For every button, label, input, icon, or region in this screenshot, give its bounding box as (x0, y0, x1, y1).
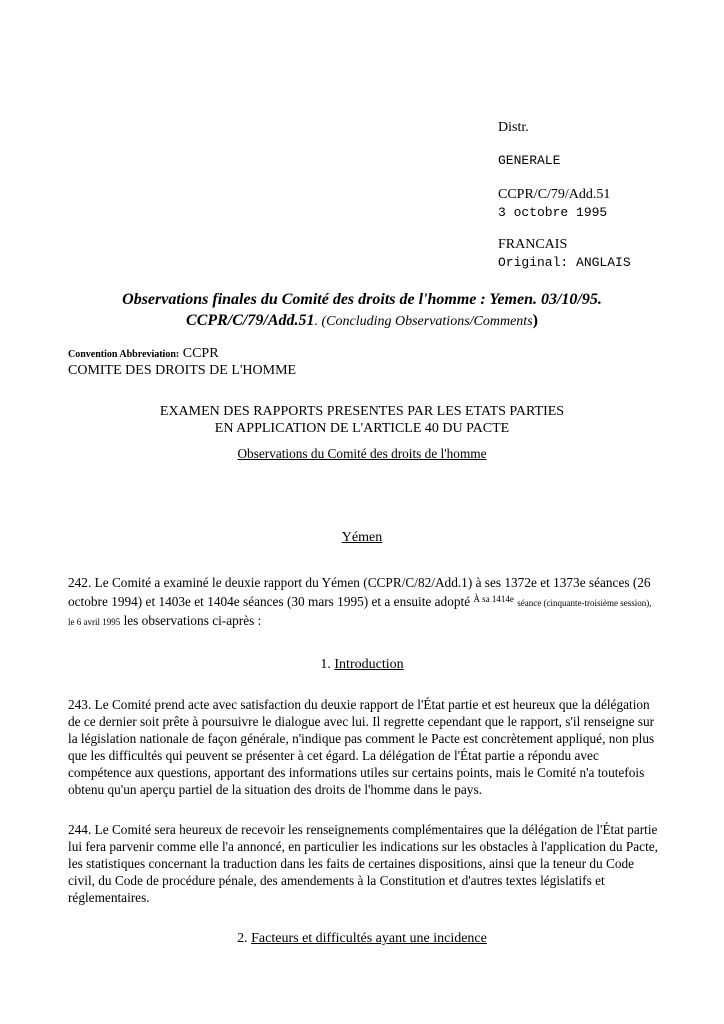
p242-small-text: séance (cinquante-troisième session), le 6 avril 1995 (68, 598, 652, 627)
committee-name: COMITE DES DROITS DE L'HOMME (68, 363, 297, 378)
section-heading (0, 403, 724, 437)
distr-label: Distr. (498, 120, 529, 135)
header-distr (498, 119, 529, 137)
convention-label: Convention Abbreviation: (68, 349, 180, 360)
header-generale (498, 152, 560, 170)
heading-1-number: 1. (320, 657, 335, 672)
heading-2-number: 2. (237, 931, 252, 946)
header-symbol-date (498, 186, 610, 222)
country-heading-wrap (0, 529, 724, 546)
distribution-value: GENERALE (498, 153, 561, 168)
section-subtitle-wrap (0, 445, 724, 462)
country-heading: Yémen (341, 530, 383, 545)
paragraph-243: 243. Le Comité prend acte avec satisfaction du deuxie rapport de l'État partie et est heureux que la délégation de ce dernier soit prête à poursuivre le dialogue avec lui. Il regrette cependant que le rapport, s'il renseigne sur la législation nationale de façon générale, n'indique pas comment le Pacte est concrètement appliqué, non plus que les difficultés qui peuvent se présenter à cet égard. La délégation de l'État partie a répondu avec compétence aux questions, apportant des informations utiles sur certains points, mais le Comité n'a toutefois obtenu qu'un aperçu partiel de la situation des droits de l'homme dans le pays. (68, 697, 655, 797)
convention-block (68, 346, 296, 379)
language-label: FRANCAIS (498, 237, 568, 252)
heading-2-title: Facteurs et difficultés ayant une incidence (251, 931, 487, 946)
title-line-1: Observations finales du Comité des droits de l'homme : Yemen. 03/10/95. (122, 291, 602, 308)
section-subtitle: Observations du Comité des droits de l'homme (237, 446, 487, 461)
section-line-2: EN APPLICATION DE L'ARTICLE 40 DU PACTE (214, 421, 510, 436)
section-line-1: EXAMEN DES RAPPORTS PRESENTES PAR LES ETATS PARTIES (159, 404, 565, 419)
paragraph-244: 244. Le Comité sera heureux de recevoir les renseignements complémentaires que la délégation de l'État partie lui fera parvenir comme elle l'a annoncé, en particulier les indications sur les obstacles à l'application du Pacte, les statistiques concernant la traduction dans les faits de certaines dispositions, ainsi que la teneur du Code civil, du Code de procédure pénale, des amendements à la Constitution et d'autres textes législatifs et réglementaires. (68, 822, 659, 905)
title-symbol: CCPR/C/79/Add.51 (186, 312, 315, 329)
convention-value: CCPR (182, 346, 219, 361)
convention-line (68, 346, 296, 363)
original-language: Original: ANGLAIS (498, 255, 631, 270)
p242-superscript: À sa 1414e (473, 594, 514, 604)
p242-text: 242. Le Comité a examiné le deuxie rapport du Yémen (CCPR/C/82/Add.1) à ses 1372e et 1373e séances (26 octobre 1994) et 1403e et 1404e séances (30 mars 1995) et a ensuite adopté (68, 575, 651, 609)
header-language (498, 236, 631, 272)
document-date: 3 octobre 1995 (498, 205, 608, 220)
heading-introduction (0, 656, 724, 673)
heading-facteurs (0, 930, 724, 947)
heading-1-title: Introduction (334, 657, 404, 672)
paragraph-242 (68, 574, 658, 631)
title-line-2 (0, 310, 724, 332)
document-title (0, 289, 724, 332)
title-close: ) (532, 312, 538, 329)
document-symbol: CCPR/C/79/Add.51 (498, 187, 611, 202)
p242-end: les observations ci-après : (120, 613, 262, 628)
title-note: . (Concluding Observations/Comments (314, 314, 533, 329)
